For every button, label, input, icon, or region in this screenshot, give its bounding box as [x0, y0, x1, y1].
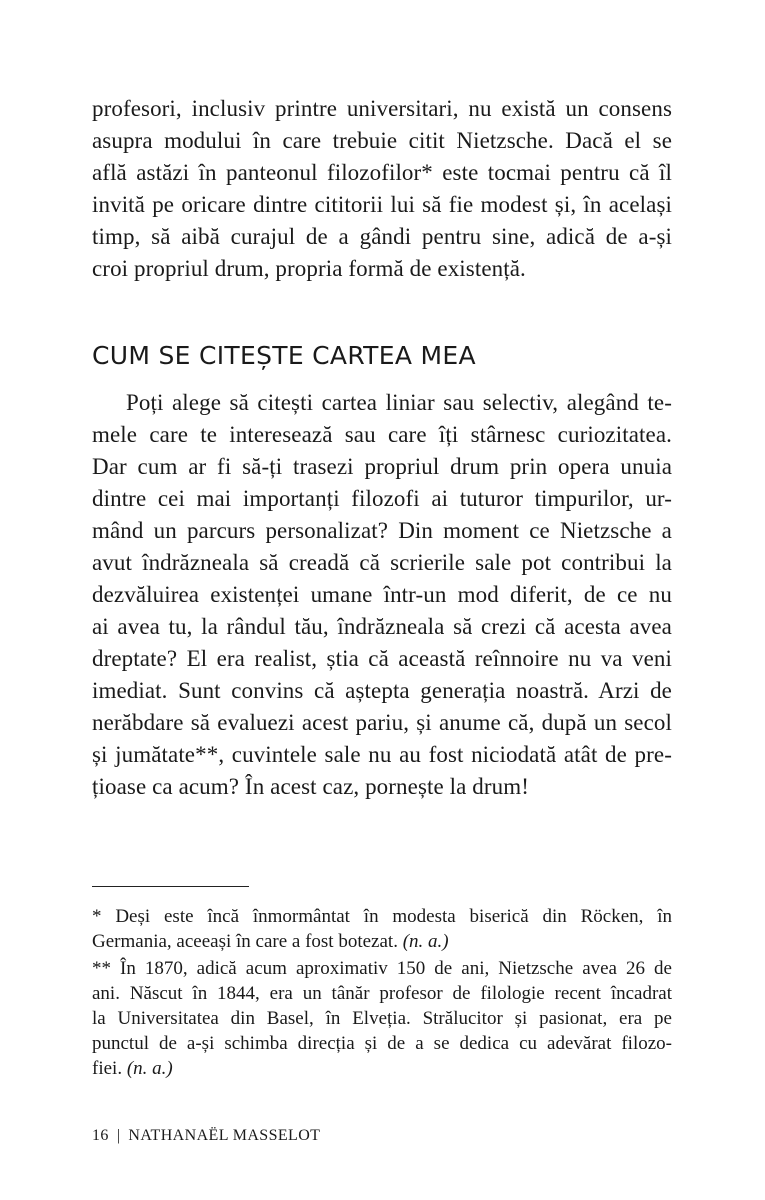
section-line: avut îndrăzneala să creadă că scrierile sale pot contribui la — [92, 550, 672, 575]
footnote-2-line — [92, 1056, 672, 1081]
footnote-1-line — [92, 929, 672, 954]
section-line: dreptate? El era realist, știa că această reînnoire nu va veni — [92, 646, 672, 671]
section-line: și jumătate**, cuvintele sale nu au fost niciodată atât de pre- — [92, 742, 672, 767]
page-footer — [92, 1126, 320, 1146]
footnote-1-abbr: (n. a.) — [402, 931, 449, 952]
intro-line: croi propriul drum, propria formă de existență. — [92, 256, 526, 281]
intro-line: timp, să aibă curajul de a gândi pentru sine, adică de a-și — [92, 224, 672, 249]
footnote-2-abbr: (n. a.) — [126, 1058, 173, 1079]
intro-line: invită pe oricare dintre cititorii lui să fie modest și, în același — [92, 192, 672, 217]
intro-line: profesori, inclusiv printre universitari, nu există un consens — [92, 96, 672, 121]
footer-separator: | — [116, 1127, 121, 1144]
footnote-divider — [92, 886, 249, 887]
section-line: ai avea tu, la rândul tău, îndrăzneala să crezi că acesta avea — [92, 614, 672, 639]
intro-line: află astăzi în panteonul filozofilor* este tocmai pentru că îl — [92, 160, 672, 185]
footnote-2-line: ** În 1870, adică acum aproximativ 150 de ani, Nietzsche avea 26 de — [92, 958, 672, 979]
page-number: 16 — [92, 1127, 109, 1144]
section-heading: CUM SE CITEȘTE CARTEA MEA — [92, 341, 476, 370]
section-line: nerăbdare să evaluezi acest pariu, și anume că, după un secol — [92, 710, 672, 735]
section-line: țioase ca acum? În acest caz, pornește la drum! — [92, 774, 530, 799]
section-line: dezvăluirea existenței umane într-un mod diferit, de ce nu — [92, 582, 672, 607]
footnote-2-line: ani. Născut în 1844, era un tânăr profesor de filologie recent încadrat — [92, 983, 672, 1004]
footnote-2-text: fiei. — [92, 1058, 127, 1079]
footnote-2-line: la Universitatea din Basel, în Elveția. Strălucitor și pasionat, era pe — [92, 1008, 672, 1029]
section-line: mele care te interesează sau care îți stârnesc curiozitatea. — [92, 422, 672, 447]
intro-line: asupra modului în care trebuie citit Nietzsche. Dacă el se — [92, 128, 672, 153]
section-line: Poți alege să citești cartea liniar sau selectiv, alegând te- — [126, 390, 672, 415]
section-line: Dar cum ar fi să-ți trasezi propriul drum prin opera unuia — [92, 454, 672, 479]
section-line: mând un parcurs personalizat? Din moment ce Nietzsche a — [92, 518, 672, 543]
footnote-1-line: * Deși este încă înmormântat în modesta biserică din Röcken, în — [92, 906, 672, 927]
section-line: imediat. Sunt convins că aștepta generația noastră. Arzi de — [92, 678, 672, 703]
footnote-1-text: Germania, aceeași în care a fost botezat. — [92, 931, 403, 952]
section-line: dintre cei mai importanți filozofi ai tuturor timpurilor, ur- — [92, 486, 672, 511]
footnote-2-line: punctul de a-și schimba direcția și de a se dedica cu adevărat filozo- — [92, 1033, 672, 1054]
author-name: NATHANAËL MASSELOT — [128, 1127, 321, 1144]
